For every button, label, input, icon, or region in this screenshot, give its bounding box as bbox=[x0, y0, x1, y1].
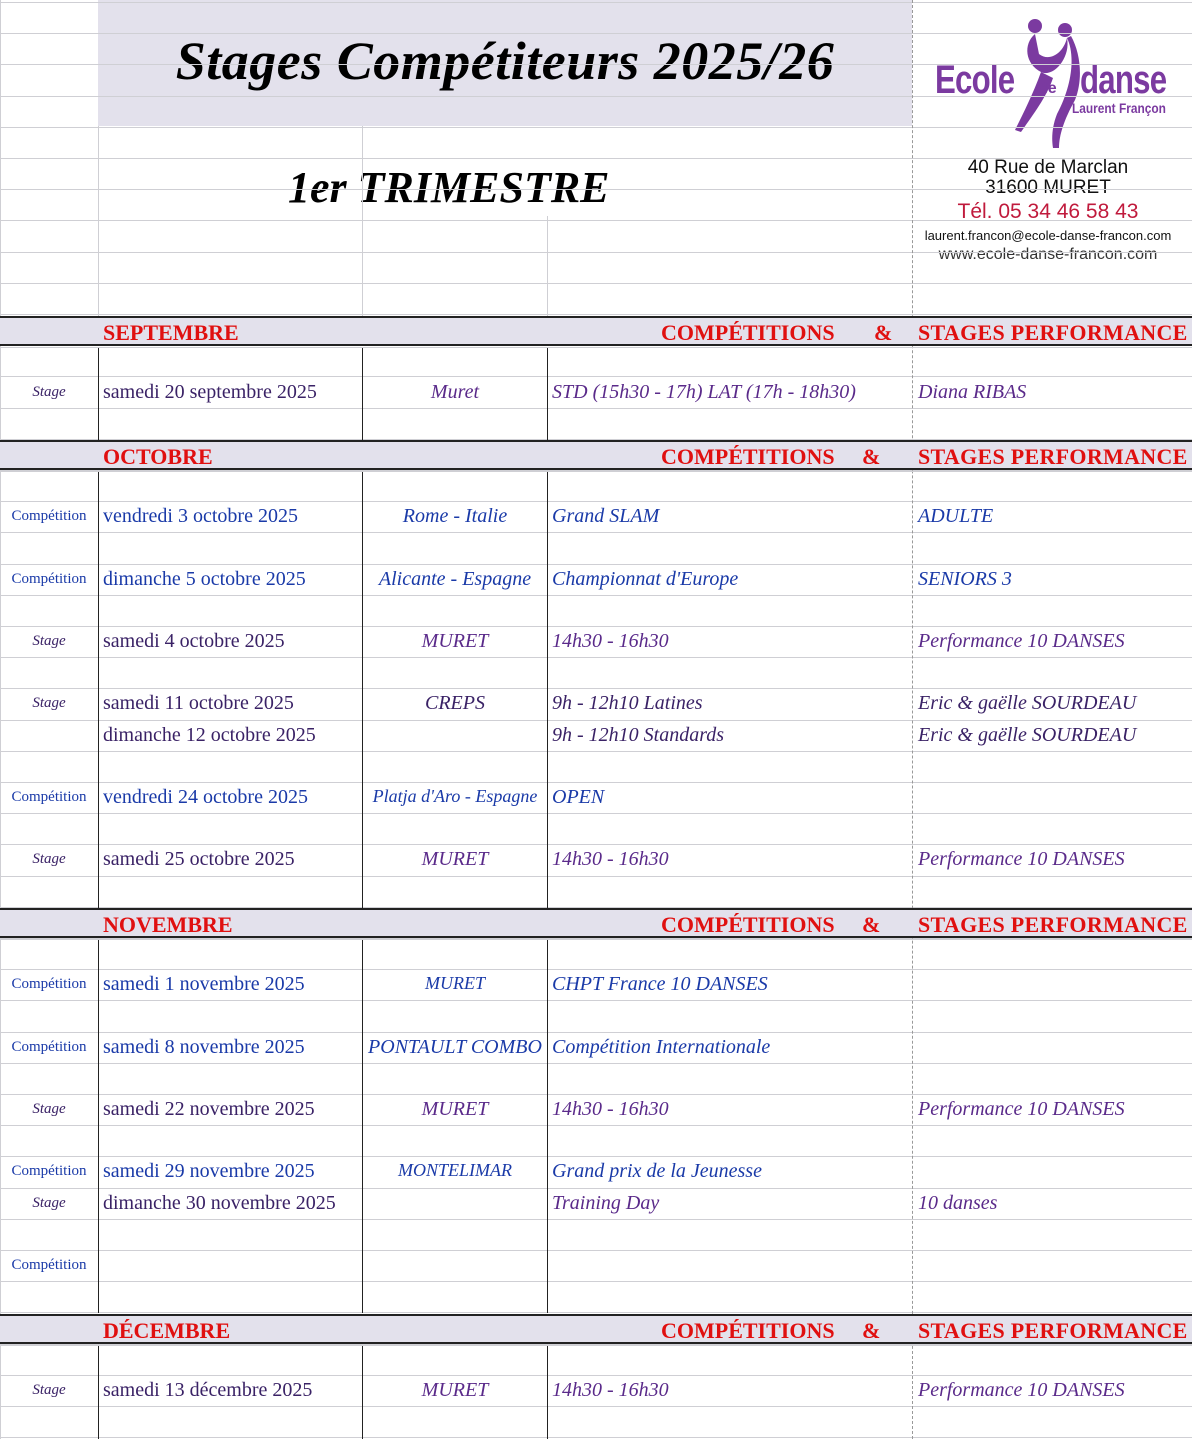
month-header-band bbox=[0, 316, 1192, 346]
row-separator bbox=[0, 1345, 1192, 1346]
schedule-row bbox=[0, 720, 1192, 750]
website-link[interactable]: www.ecole-danse-francon.com bbox=[938, 246, 1158, 263]
schedule-row bbox=[0, 844, 1192, 874]
event-date: samedi 22 novembre 2025 bbox=[103, 1098, 315, 1120]
competitions-label: COMPÉTITIONS bbox=[661, 912, 835, 937]
grid-line bbox=[0, 64, 1192, 65]
event-date: samedi 29 novembre 2025 bbox=[103, 1160, 315, 1183]
event-type: Compétition bbox=[11, 1163, 87, 1180]
grid-line bbox=[0, 1000, 1192, 1001]
grid-line bbox=[0, 813, 1192, 814]
event-date: dimanche 5 octobre 2025 bbox=[103, 567, 306, 590]
grid-column-line bbox=[547, 216, 548, 316]
event-category: Eric & gaëlle SOURDEAU bbox=[918, 723, 1137, 746]
event-date: samedi 25 octobre 2025 bbox=[103, 848, 295, 871]
event-category: Performance 10 DANSES bbox=[918, 1379, 1125, 1402]
grid-line bbox=[0, 189, 1192, 190]
grid-line bbox=[0, 1281, 1192, 1282]
event-description: 14h30 - 16h30 bbox=[552, 630, 669, 652]
schedule-row bbox=[0, 377, 1192, 407]
event-category: Performance 10 DANSES bbox=[918, 1098, 1125, 1120]
ampersand-label: & bbox=[874, 320, 893, 345]
row-separator bbox=[0, 347, 1192, 348]
event-place: MONTELIMAR bbox=[398, 1160, 512, 1181]
event-description: 9h - 12h10 Standards bbox=[552, 723, 725, 746]
phone-number: Tél. 05 34 46 58 43 bbox=[957, 200, 1139, 223]
schedule-row bbox=[0, 969, 1192, 999]
grid-column-line bbox=[362, 126, 363, 316]
grid-line bbox=[0, 751, 1192, 752]
logo-danse-text: danse bbox=[1080, 58, 1167, 102]
row-separator bbox=[0, 471, 1192, 472]
event-place: Alicante - Espagne bbox=[378, 567, 532, 590]
event-category: Performance 10 DANSES bbox=[918, 848, 1125, 871]
event-type: Compétition bbox=[11, 570, 87, 587]
grid-line bbox=[0, 33, 1192, 34]
grid-line bbox=[0, 252, 1192, 253]
month-name: DÉCEMBRE bbox=[103, 1318, 231, 1343]
event-date: samedi 11 octobre 2025 bbox=[103, 692, 294, 715]
grid-line bbox=[0, 657, 1192, 658]
event-type: Compétition bbox=[11, 1257, 87, 1273]
event-type: Stage bbox=[32, 851, 66, 868]
event-description: STD (15h30 - 17h) LAT (17h - 18h30) bbox=[552, 381, 856, 404]
month-header-band bbox=[0, 908, 1192, 938]
event-description: 14h30 - 16h30 bbox=[552, 848, 669, 871]
ampersand-label: & bbox=[862, 912, 881, 937]
month-header-band bbox=[0, 1314, 1192, 1344]
event-category: Eric & gaëlle SOURDEAU bbox=[918, 692, 1137, 715]
month-name: NOVEMBRE bbox=[103, 912, 233, 937]
page-title: Stages Compétiteurs 2025/26 bbox=[175, 31, 835, 91]
grid-line bbox=[0, 158, 1192, 159]
event-place: Rome - Italie bbox=[402, 505, 508, 528]
stages-performance-label: STAGES PERFORMANCE bbox=[918, 444, 1188, 469]
logo-de-text: de bbox=[1038, 80, 1057, 97]
event-category: SENIORS 3 bbox=[918, 567, 1012, 590]
event-date: dimanche 12 octobre 2025 bbox=[103, 723, 316, 746]
month-name: OCTOBRE bbox=[103, 444, 213, 469]
schedule-row bbox=[0, 501, 1192, 531]
event-type: Stage bbox=[32, 1382, 66, 1399]
event-date: samedi 8 novembre 2025 bbox=[103, 1035, 305, 1058]
logo-name-text: Laurent Françon bbox=[1072, 100, 1166, 116]
row-separator bbox=[0, 939, 1192, 940]
event-date: vendredi 3 octobre 2025 bbox=[103, 505, 298, 528]
schedule-row bbox=[0, 1375, 1192, 1405]
grid-line bbox=[0, 408, 1192, 409]
event-category: Diana RIBAS bbox=[918, 381, 1027, 404]
event-date: samedi 20 septembre 2025 bbox=[103, 381, 317, 404]
event-date: samedi 13 décembre 2025 bbox=[103, 1379, 313, 1402]
stages-performance-label: STAGES PERFORMANCE bbox=[918, 320, 1188, 345]
event-type: Compétition bbox=[11, 789, 87, 805]
event-description: 9h - 12h10 Latines bbox=[552, 692, 703, 715]
event-place: Platja d'Aro - Espagne bbox=[372, 786, 538, 806]
grid-line bbox=[0, 1125, 1192, 1126]
event-date: vendredi 24 octobre 2025 bbox=[103, 786, 308, 808]
grid-line bbox=[0, 1406, 1192, 1407]
schedule-row bbox=[0, 1250, 1192, 1280]
grid-line bbox=[0, 1219, 1192, 1220]
grid-line bbox=[0, 1063, 1192, 1064]
schedule-row bbox=[0, 1188, 1192, 1218]
event-date: samedi 4 octobre 2025 bbox=[103, 630, 285, 652]
event-type: Stage bbox=[32, 1101, 66, 1117]
trimester-heading: 1er TRIMESTRE bbox=[288, 163, 610, 212]
event-description: Championnat d'Europe bbox=[552, 567, 739, 590]
ampersand-label: & bbox=[862, 444, 881, 469]
grid-line bbox=[0, 876, 1192, 877]
grid-line bbox=[0, 220, 1192, 221]
event-type: Stage bbox=[32, 695, 66, 712]
event-date: samedi 1 novembre 2025 bbox=[103, 973, 305, 996]
stages-performance-label: STAGES PERFORMANCE bbox=[918, 912, 1188, 937]
competitions-label: COMPÉTITIONS bbox=[661, 320, 835, 345]
schedule-row bbox=[0, 626, 1192, 656]
logo-ecole-text: Ecole bbox=[935, 58, 1015, 102]
event-place: MURET bbox=[421, 848, 489, 871]
event-description: Compétition Internationale bbox=[552, 1035, 771, 1058]
event-description: Training Day bbox=[552, 1191, 660, 1214]
event-place: MURET bbox=[421, 630, 489, 652]
schedule-row bbox=[0, 1094, 1192, 1124]
event-type: Stage bbox=[32, 633, 66, 649]
event-description: OPEN bbox=[552, 786, 605, 808]
event-type: Stage bbox=[32, 384, 66, 401]
grid-line bbox=[0, 2, 1192, 3]
email-address[interactable]: laurent.francon@ecole-danse-francon.com bbox=[924, 228, 1172, 243]
grid-line bbox=[0, 96, 1192, 97]
grid-line bbox=[0, 127, 1192, 128]
event-description: Grand SLAM bbox=[552, 505, 660, 528]
event-description: Grand prix de la Jeunesse bbox=[552, 1160, 762, 1183]
event-place: PONTAULT COMBO bbox=[368, 1035, 542, 1058]
grid-line bbox=[0, 595, 1192, 596]
event-type: Compétition bbox=[11, 976, 87, 993]
event-place: CREPS bbox=[425, 692, 485, 715]
schedule-row bbox=[0, 564, 1192, 594]
grid-line bbox=[0, 314, 1192, 315]
event-date: dimanche 30 novembre 2025 bbox=[103, 1191, 336, 1214]
competitions-label: COMPÉTITIONS bbox=[661, 1318, 835, 1343]
month-name: SEPTEMBRE bbox=[103, 320, 239, 345]
schedule-row bbox=[0, 688, 1192, 718]
stages-performance-label: STAGES PERFORMANCE bbox=[918, 1318, 1188, 1343]
event-description: 14h30 - 16h30 bbox=[552, 1098, 669, 1120]
schedule-row bbox=[0, 1156, 1192, 1186]
competitions-label: COMPÉTITIONS bbox=[661, 444, 835, 469]
grid-line bbox=[0, 283, 1192, 284]
month-header-band bbox=[0, 440, 1192, 470]
address-street: 40 Rue de Marclan bbox=[967, 157, 1129, 178]
address-city: 31600 MURET bbox=[985, 177, 1111, 198]
event-category: 10 danses bbox=[918, 1191, 998, 1214]
ampersand-label: & bbox=[862, 1318, 881, 1343]
grid-line bbox=[0, 532, 1192, 533]
event-place: MURET bbox=[421, 1098, 489, 1120]
event-type: Stage bbox=[32, 1194, 66, 1211]
event-description: 14h30 - 16h30 bbox=[552, 1379, 669, 1402]
grid-column-line bbox=[98, 126, 99, 316]
event-place: MURET bbox=[425, 973, 485, 994]
event-type: Compétition bbox=[11, 1038, 87, 1055]
grid-line bbox=[0, 1437, 1192, 1438]
schedule-row bbox=[0, 1032, 1192, 1062]
event-place: Muret bbox=[430, 381, 480, 404]
event-category: Performance 10 DANSES bbox=[918, 630, 1125, 652]
event-category: ADULTE bbox=[918, 505, 994, 528]
schedule-row bbox=[0, 782, 1192, 812]
event-type: Compétition bbox=[11, 508, 87, 525]
event-description: CHPT France 10 DANSES bbox=[552, 973, 768, 996]
event-place: MURET bbox=[421, 1379, 489, 1402]
